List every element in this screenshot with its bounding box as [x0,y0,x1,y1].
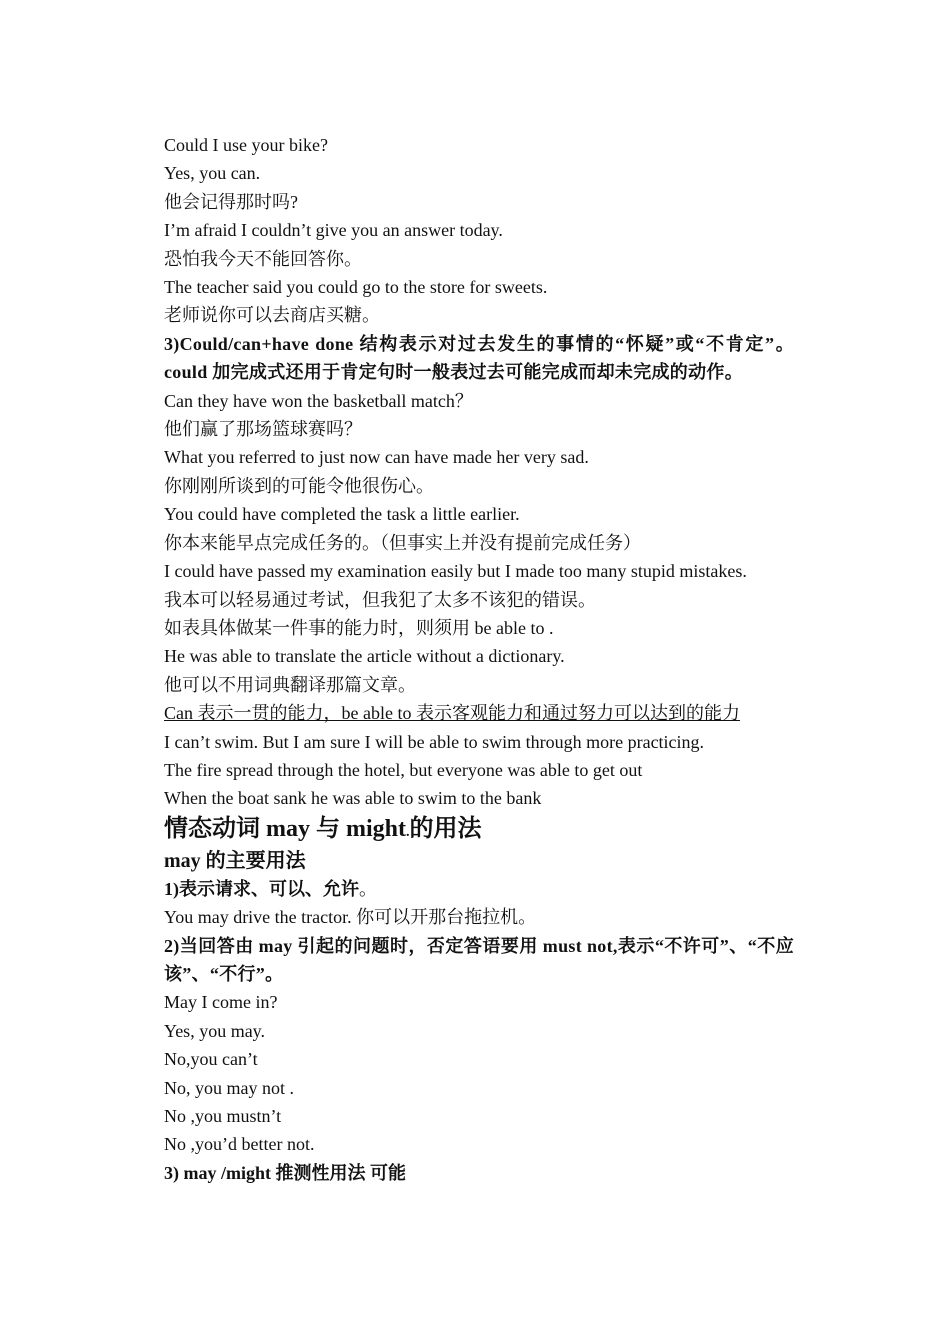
text-line: I’m afraid I couldn’t give you an answer today. [164,220,503,241]
section-title-end: 的用法 [409,815,482,842]
text-line: The fire spread through the hotel, but everyone was able to get out [164,759,643,780]
text-line: May I come in? [164,992,278,1013]
section-title-dot: . [406,824,410,840]
text-line: Yes, you can. [164,163,261,184]
subsection-title: may 的主要用法 [164,849,306,872]
text-line: When the boat sank he was able to swim to the bank [164,788,542,809]
section-title-main: 情态动词 may 与 might [164,815,406,842]
section-title [164,814,794,848]
text-line: 恐怕我今天不能回答你。 [164,248,362,269]
underlined-note: Can 表示一贯的能力，be able to 表示客观能力和通过努力可以达到的能力 [164,703,740,724]
rule-heading: 3) may /might 推测性用法 可能 [164,1162,406,1183]
text-line: What you referred to just now can have made her very sad. [164,447,589,468]
text-line: No, you may not . [164,1077,294,1098]
rule-heading-punct: 。 [359,878,377,899]
text-line: 你刚刚所谈到的可能令他很伤心。 [164,475,434,496]
rule-heading-bold: 1)表示请求、可以、允许 [164,878,359,899]
text-line: 他可以不用词典翻译那篇文章。 [164,674,416,695]
text-line: The teacher said you could go to the store for sweets. [164,277,548,298]
text-line: 他会记得那时吗? [164,191,298,212]
text-line: Yes, you may. [164,1020,266,1041]
rule-heading [164,875,794,903]
text-line: 老师说你可以去商店买糖。 [164,305,380,326]
text-line: He was able to translate the article without a dictionary. [164,646,565,667]
rule-heading: 3)Could/can+have done 结构表示对过去发生的事情的“怀疑”或“不肯定”。could 加完成式还用于肯定句时一般表过去可能完成而却未完成的动作。 [164,333,794,383]
text-line: I could have passed my examination easily but I made too many stupid mistakes. [164,561,747,582]
text-line: Can they have won the basketball match？ [164,390,473,411]
text-line: No ,you mustn’t [164,1106,282,1126]
text-line: 如表具体做某一件事的能力时，则须用 be able to . [164,617,554,638]
text-line: 我本可以轻易通过考试，但我犯了太多不该犯的错误。 [164,589,596,610]
text-line: 他们赢了那场篮球赛吗？ [164,419,362,440]
text-line: You could have completed the task a little earlier. [164,504,520,525]
text-line: I can’t swim. But I am sure I will be able to swim through more practicing. [164,731,705,752]
text-line: 你本来能早点完成任务的。（但事实上并没有提前完成任务） [164,532,641,553]
text-line: No ,you’d better not. [164,1134,315,1155]
text-line: Could I use your bike? [164,135,328,155]
document-body [164,131,794,1187]
rule-heading: 2)当回答由 may 引起的问题时，否定答语要用 must not,表示“不许可”、“不应该”、“不行”。 [164,935,794,984]
text-line: No,you can’t [164,1049,258,1070]
text-line: You may drive the tractor. 你可以开那台拖拉机。 [164,907,537,928]
